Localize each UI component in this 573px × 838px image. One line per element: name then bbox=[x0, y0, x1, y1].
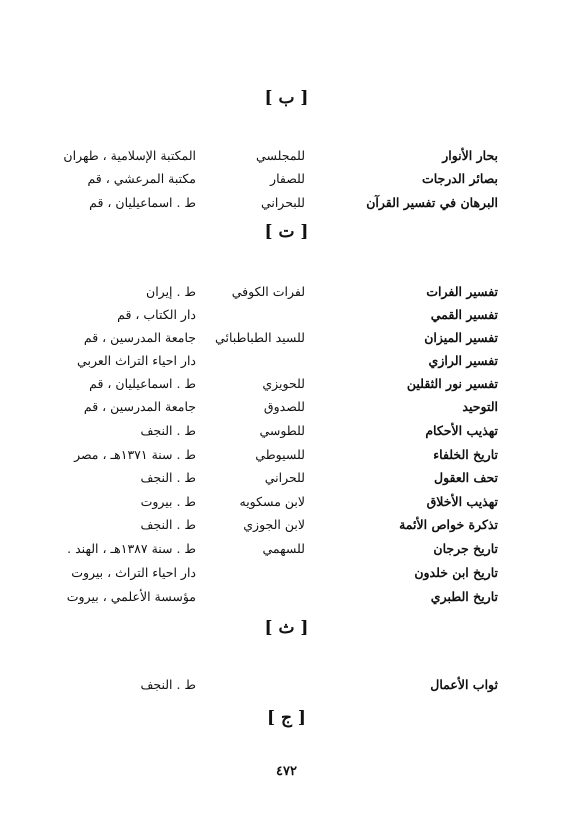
list-item bbox=[0, 168, 573, 190]
book-author: لابن مسكويه bbox=[239, 494, 305, 509]
section-header-ta: [ ت ] bbox=[264, 222, 309, 242]
list-item bbox=[0, 396, 573, 418]
book-author: للحويزي bbox=[262, 376, 305, 391]
book-author: لفرات الكوفي bbox=[231, 284, 305, 299]
book-author: للصدوق bbox=[263, 399, 305, 414]
list-item bbox=[0, 327, 573, 349]
list-item bbox=[0, 192, 573, 214]
list-item bbox=[0, 514, 573, 536]
book-publisher: المكتبة الإسلامية ، طهران bbox=[63, 148, 196, 163]
book-author: لابن الجوزي bbox=[243, 517, 305, 532]
book-author: للمجلسي bbox=[256, 148, 305, 163]
book-publisher: ط . النجف bbox=[140, 677, 196, 692]
book-publisher: ط . اسماعيليان ، قم bbox=[89, 376, 196, 391]
book-publisher: مؤسسة الأعلمي ، بيروت bbox=[66, 589, 196, 604]
book-author: للسهمي bbox=[262, 541, 305, 556]
book-publisher: ط . النجف bbox=[140, 517, 196, 532]
book-publisher: دار احياء التراث ، بيروت bbox=[71, 565, 196, 580]
book-title: تهذيب الأخلاق bbox=[426, 494, 498, 509]
book-title: بصائر الدرجات bbox=[421, 171, 498, 186]
book-publisher: ط . النجف bbox=[140, 470, 196, 485]
book-author: للحراني bbox=[264, 470, 305, 485]
book-publisher: ط . اسماعيليان ، قم bbox=[89, 195, 196, 210]
list-item bbox=[0, 491, 573, 513]
book-title: تاريخ الخلفاء bbox=[433, 447, 498, 462]
list-item bbox=[0, 586, 573, 608]
book-title: تفسير الميزان bbox=[424, 330, 498, 345]
book-title: تهذيب الأحكام bbox=[425, 423, 498, 438]
section-header-jim: [ ج ] bbox=[267, 708, 306, 728]
list-item bbox=[0, 420, 573, 442]
book-publisher: دار الكتاب ، قم bbox=[117, 307, 196, 322]
book-publisher: ط . سنة ١٣٨٧هـ ، الهند . bbox=[67, 541, 196, 556]
book-title: تاريخ الطبري bbox=[430, 589, 498, 604]
book-publisher: ط . بيروت bbox=[140, 494, 196, 509]
book-publisher: ط . إيران bbox=[146, 284, 196, 299]
book-publisher: جامعة المدرسين ، قم bbox=[83, 399, 196, 414]
book-title: تفسير نور الثقلين bbox=[406, 376, 498, 391]
book-author: للبحراني bbox=[260, 195, 305, 210]
book-title: تفسير الفرات bbox=[426, 284, 498, 299]
list-item bbox=[0, 444, 573, 466]
book-publisher: ط . سنة ١٣٧١هـ ، مصر bbox=[74, 447, 196, 462]
book-title: تحف العقول bbox=[433, 470, 498, 485]
list-item bbox=[0, 281, 573, 303]
book-title: البرهان في تفسير القرآن bbox=[366, 195, 498, 210]
book-publisher: جامعة المدرسين ، قم bbox=[83, 330, 196, 345]
book-title: تفسير القمي bbox=[430, 307, 498, 322]
section-header-tha: [ ث ] bbox=[264, 618, 309, 638]
book-title: تاريخ ابن خلدون bbox=[414, 565, 498, 580]
book-publisher: مكتبة المرعشي ، قم bbox=[87, 171, 196, 186]
list-item bbox=[0, 538, 573, 560]
book-title: ثواب الأعمال bbox=[430, 677, 498, 692]
section-header-ba: [ ب ] bbox=[264, 88, 309, 108]
book-title: التوحيد bbox=[462, 399, 498, 414]
list-item bbox=[0, 373, 573, 395]
list-item bbox=[0, 145, 573, 167]
page-number: ٤٧٢ bbox=[276, 764, 297, 779]
list-item bbox=[0, 562, 573, 584]
list-item bbox=[0, 304, 573, 326]
book-title: تذكرة خواص الأئمة bbox=[399, 517, 498, 532]
list-item bbox=[0, 467, 573, 489]
book-title: بحار الأنوار bbox=[442, 148, 498, 163]
book-author: للصفار bbox=[270, 171, 305, 186]
book-title: تفسير الرازي bbox=[428, 353, 498, 368]
book-publisher: دار احياء التراث العربي bbox=[77, 353, 196, 368]
book-author: للسيد الطباطبائي bbox=[215, 330, 305, 345]
book-author: للطوسي bbox=[259, 423, 305, 438]
book-publisher: ط . النجف bbox=[140, 423, 196, 438]
book-title: تاريخ جرجان bbox=[433, 541, 498, 556]
list-item bbox=[0, 674, 573, 696]
book-author: للسيوطي bbox=[255, 447, 305, 462]
list-item bbox=[0, 350, 573, 372]
